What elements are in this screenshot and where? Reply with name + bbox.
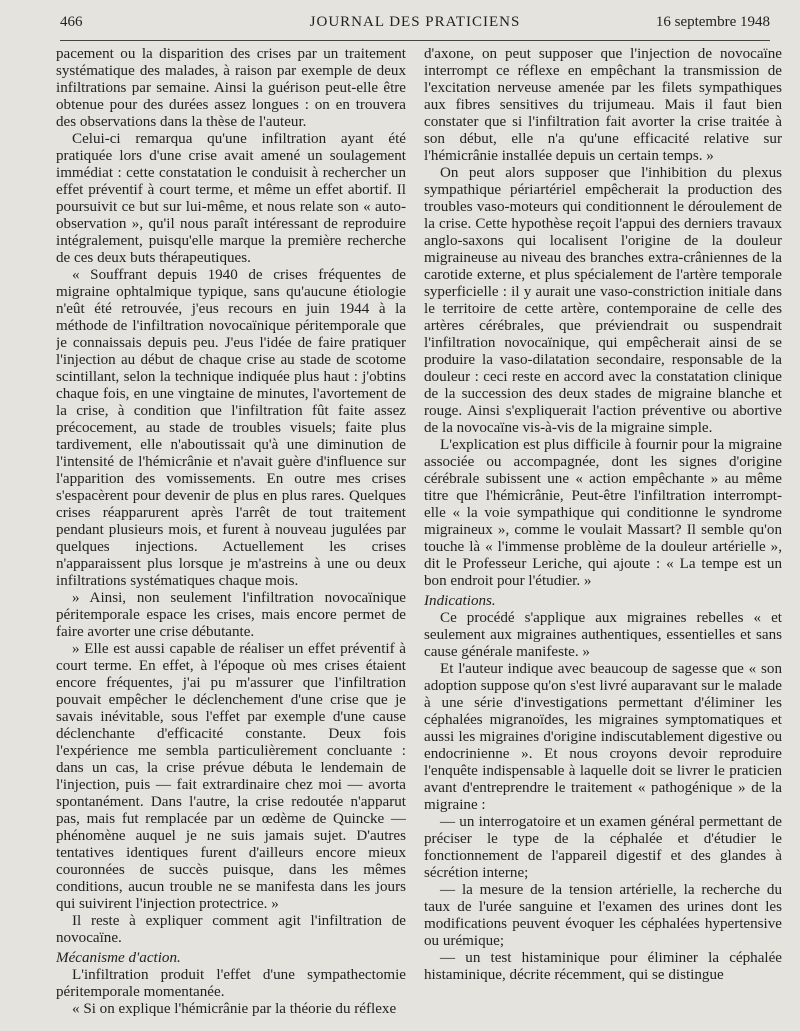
running-header	[60, 14, 770, 36]
list-item: — un test histaminique pour éliminer la céphalée histaminique, décrite récemment, qui se distingue	[424, 950, 782, 983]
paragraph: On peut alors supposer que l'inhibition du plexus sympathique périartériel empêcherait la production des troubles vaso-moteurs qui conditionnent le déroulement de la crise. Cette hypothèse reçoit l'appui des derniers travaux anglo-saxons qui localisent l'origine de la douleur migraineuse au niveau des branches extra-crâniennes de la carotide externe, et plus spécialement de l'artère temporale syperficielle : il y aurait une vaso-constriction initiale dans le territoire de cette artère, contemporaine de celle des artères cérébrales, que préviendrait ou suspendrait l'infiltration novocaïnique, qui empêcherait ainsi de se produire la vaso-dilatation secondaire, responsable de la douleur : ceci reste en accord avec la constatation clinique de la succession des deux stades de migraine blanche et rouge. Ainsi s'expliquerait l'action préventive ou abortive de la novocaïne vis-à-vis de la migraine simple.	[424, 165, 782, 436]
right-column	[424, 46, 782, 1021]
left-column	[56, 46, 406, 1021]
paragraph: pacement ou la disparition des crises par un traitement systématique des malades, à raison par exemple de deux infiltrations par semaine. Ainsi la guérison peut-elle être obtenue pour des durées assez longues : on en trouvera des observations dans la thèse de l'auteur.	[56, 46, 406, 130]
paragraph: Il reste à expliquer comment agit l'infiltration de novocaïne.	[56, 913, 406, 946]
paragraph: L'infiltration produit l'effet d'une sympathectomie péritemporale momentanée.	[56, 967, 406, 1000]
paragraph: d'axone, on peut supposer que l'injection de novocaïne interrompt ce réflexe en empêchant la transmission de l'excitation nerveuse amenée par les filets sympathiques aux fibres sensitives du trijumeau. Mais il faut bien constater que si l'infiltration fait avorter la crise traitée à son début, elle n'a qu'une efficacité relative sur l'hémicrânie installée depuis un certain temps. »	[424, 46, 782, 164]
section-heading-indications: Indications.	[424, 593, 496, 609]
paragraph: » Ainsi, non seulement l'infiltration novocaïnique péritemporale espace les crises, mais encore permet de faire avorter une crise débutante.	[56, 590, 406, 640]
paragraph: » Elle est aussi capable de réaliser un effet préventif à court terme. En effet, à l'époque où mes crises étaient encore fréquentes, j'ai pu m'assurer que l'infiltration pouvait empêcher le déclenchement d'une crise que je savais inévitable, sous l'effet par exemple d'une cause déclenchante d'efficacité constante. Deux fois l'expérience me sembla particulièrement concluante : dans un cas, la crise prévue débuta le lendemain de l'injection, puis — fait extrardinaire chez moi — avorta spontanément. Dans l'autre, la crise redoutée n'apparut pas, mais fut remplacée par un œdème de Quincke — phénomène auquel je ne suis jamais sujet. D'autres tentatives identiques furent d'ailleurs encore mieux couronnées de succès puisque, dans les mêmes conditions, aucun trouble ne se manifesta dans les jours qui suivirent l'injection protectrice. »	[56, 641, 406, 912]
paragraph: « Souffrant depuis 1940 de crises fréquentes de migraine ophtalmique typique, sans qu'aucune étiologie n'eût été retrouvée, j'eus recours en juin 1944 à la méthode de l'infiltration novocaïnique péritemporale que je connaissais depuis peu. J'eus l'idée de faire pratiquer l'injection au début de chaque crise au stade de scotome scintillant, selon la technique indiquée plus haut : j'obtins chaque fois, en une vingtaine de minutes, l'avortement de la crise, à condition que l'infiltration fût faite assez précocement, au stade de troubles visuels; faite plus tardivement, elle n'aboutissait qu'à une diminution de l'intensité de l'hémicrânie et n'avait guère d'influence sur l'apparition des vomissements. En outre mes crises s'espacèrent pour devenir de plus en plus rares. Quelques crises réapparurent après l'arrêt de tout traitement pendant plusieurs mois, et furent à nouveau jugulées par quelques injections. Actuellement les crises n'apparaissent plus lorsque je m'astreins à une ou deux infiltrations systématiques chaque mois.	[56, 267, 406, 589]
paragraph: Ce procédé s'applique aux migraines rebelles « et seulement aux migraines authentiques, essentielles et sans cause générale manifeste. »	[424, 610, 782, 660]
paragraph: Et l'auteur indique avec beaucoup de sagesse que « son adoption suppose qu'on s'est livré auparavant sur le malade à une série d'investigations permettant d'éliminer les céphalées migranoïdes, les migraines symptomatiques et aussi les migraines d'origine indiscutablement digestive ou endocrinienne ». Et nous croyons devoir reproduire l'enquête indispensable à laquelle doit se livrer le praticien avant d'entreprendre le traitement « pathogénique » de la migraine :	[424, 661, 782, 813]
header-rule	[60, 40, 770, 41]
issue-date: 16 septembre 1948	[655, 14, 770, 30]
page-number: 466	[60, 14, 83, 30]
paragraph: L'explication est plus difficile à fournir pour la migraine associée ou accompagnée, dont les signes d'origine cérébrale subissent une « action empêchante » au même titre que l'hémicrânie, Peut-être l'infiltration interrompt-elle « la voie sympathique qui conditionne le syndrome migraineux », comme le voulait Massart? Il semble qu'on touche là « l'immense problème de la douleur artérielle », dit le Professeur Leriche, qui ajoute : « La tempe est un bon endroit pour l'étudier. »	[424, 437, 782, 589]
list-item: — un interrogatoire et un examen général permettant de préciser le type de la céphalée et d'étudier le fonctionnement de l'appareil digestif et des glandes à sécrétion interne;	[424, 814, 782, 881]
journal-title: JOURNAL DES PRATICIENS	[309, 14, 521, 30]
section-heading-mechanism: Mécanisme d'action.	[56, 950, 181, 966]
paragraph: « Si on explique l'hémicrânie par la théorie du réflexe	[72, 1001, 397, 1017]
paragraph: Celui-ci remarqua qu'une infiltration ayant été pratiquée lors d'une crise avait amené un soulagement immédiat : cette constatation le conduisit à rechercher un effet préventif à court terme, et même un effet abortif. Il poursuivit ce but sur lui-même, et nous relate son « auto-observation », qu'il nous paraît intéressant de reproduire intégralement, puisqu'elle marque la première recherche de ces deux buts thérapeutiques.	[56, 131, 406, 266]
list-item: — la mesure de la tension artérielle, la recherche du taux de l'urée sanguine et l'examen des urines dont les modifications peuvent évoquer les céphalées hypertensive ou urémique;	[424, 882, 782, 949]
